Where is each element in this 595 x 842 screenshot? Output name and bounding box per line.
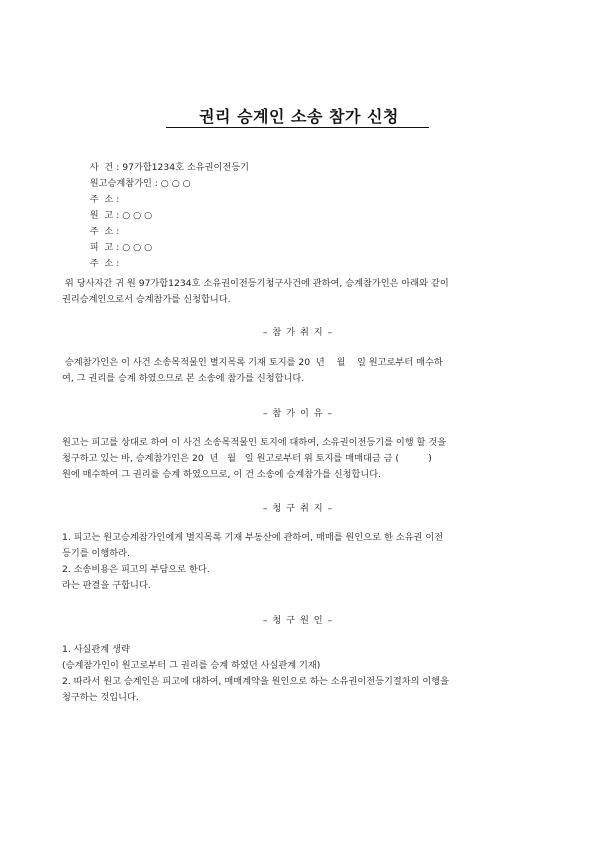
field-label: 원 고 (89, 210, 114, 221)
text-line: 1. 사실관계 생략 (62, 644, 130, 655)
text-line: 원고는 피고를 상대로 하여 이 사건 소송목적물인 토지에 대하여, 소유권이전등기를 이행 할 것을 (62, 437, 447, 448)
field-label: 주 소 (89, 226, 114, 237)
text-line: 등기를 이행하라. (62, 548, 130, 559)
document-title: 권리 승계인 소송 참가 신청 (199, 107, 399, 126)
field-separator: : (113, 210, 123, 221)
title-underline (166, 127, 429, 128)
claim-paragraph (62, 530, 534, 594)
field-defendant-address (78, 244, 122, 280)
field-separator: : (113, 194, 123, 205)
text-line: 승계참가인은 이 사건 소송목적물인 별지목록 기재 토지를 20 년 월 일 원고로부터 매수하 (62, 357, 443, 368)
field-value: 97가합1234호 소유권이전등기 (122, 162, 249, 173)
section-heading-purpose: – 참 가 취 지 – (262, 327, 334, 338)
field-label: 원고승계참가인 (89, 178, 152, 189)
purpose-paragraph (62, 355, 534, 387)
section-heading-reason: – 참 가 이 유 – (262, 408, 334, 419)
section-heading-cause: – 청 구 원 인 – (262, 615, 334, 626)
field-value: ○ ○ ○ (122, 210, 153, 221)
intro-paragraph (62, 276, 534, 308)
text-line: 2. 따라서 원고 승계인은 피고에 대하여, 매매계약을 원인으로 하는 소유권이전등기절차의 이행을 (62, 676, 450, 687)
text-line: 위 당사자간 귀 원 97가합1234호 소유권이전등기청구사건에 관하여, 승계참가인은 아래와 같이 (62, 278, 449, 289)
field-separator: : (113, 226, 123, 237)
text-line: 청구하는 것입니다. (62, 692, 139, 703)
field-separator: : (151, 178, 161, 189)
field-separator: : (113, 242, 123, 253)
field-label: 주 소 (89, 258, 114, 269)
field-label: 사 건 (89, 162, 114, 173)
text-line: 여, 그 권리를 승계 하였으므로 본 소송에 참가를 신청합니다. (62, 373, 305, 384)
text-line: 청구하고 있는 바, 승계참가인은 20 년 월 일 원고로부터 위 토지를 매매대금 금 ( ) (62, 453, 432, 464)
field-separator: : (113, 162, 123, 173)
cause-paragraph (62, 642, 534, 706)
text-line: (승계참가인이 원고로부터 그 권리를 승계 하였던 사실관계 기재) (62, 660, 321, 671)
field-value: ○ ○ ○ (122, 242, 153, 253)
reason-paragraph (62, 435, 534, 483)
text-line: 1. 피고는 원고승계참가인에게 별지목록 기재 부동산에 관하여, 매매를 원인으로 한 소유권 이전 (62, 532, 444, 543)
text-line: 원에 매수하여 그 권리를 승계 하였으므로, 이 건 소송에 승계참가를 신청합니다. (62, 469, 382, 480)
section-heading-claim: – 청 구 취 지 – (262, 503, 334, 514)
field-separator: : (113, 258, 123, 269)
text-line: 2. 소송비용은 피고의 부담으로 한다. (62, 564, 210, 575)
field-label: 피 고 (89, 242, 114, 253)
field-value: ○ ○ ○ (160, 178, 191, 189)
text-line: 라는 판결을 구합니다. (62, 580, 151, 591)
field-label: 주 소 (89, 194, 114, 205)
text-line: 권리승계인으로서 승계참가를 신청합니다. (62, 294, 231, 305)
